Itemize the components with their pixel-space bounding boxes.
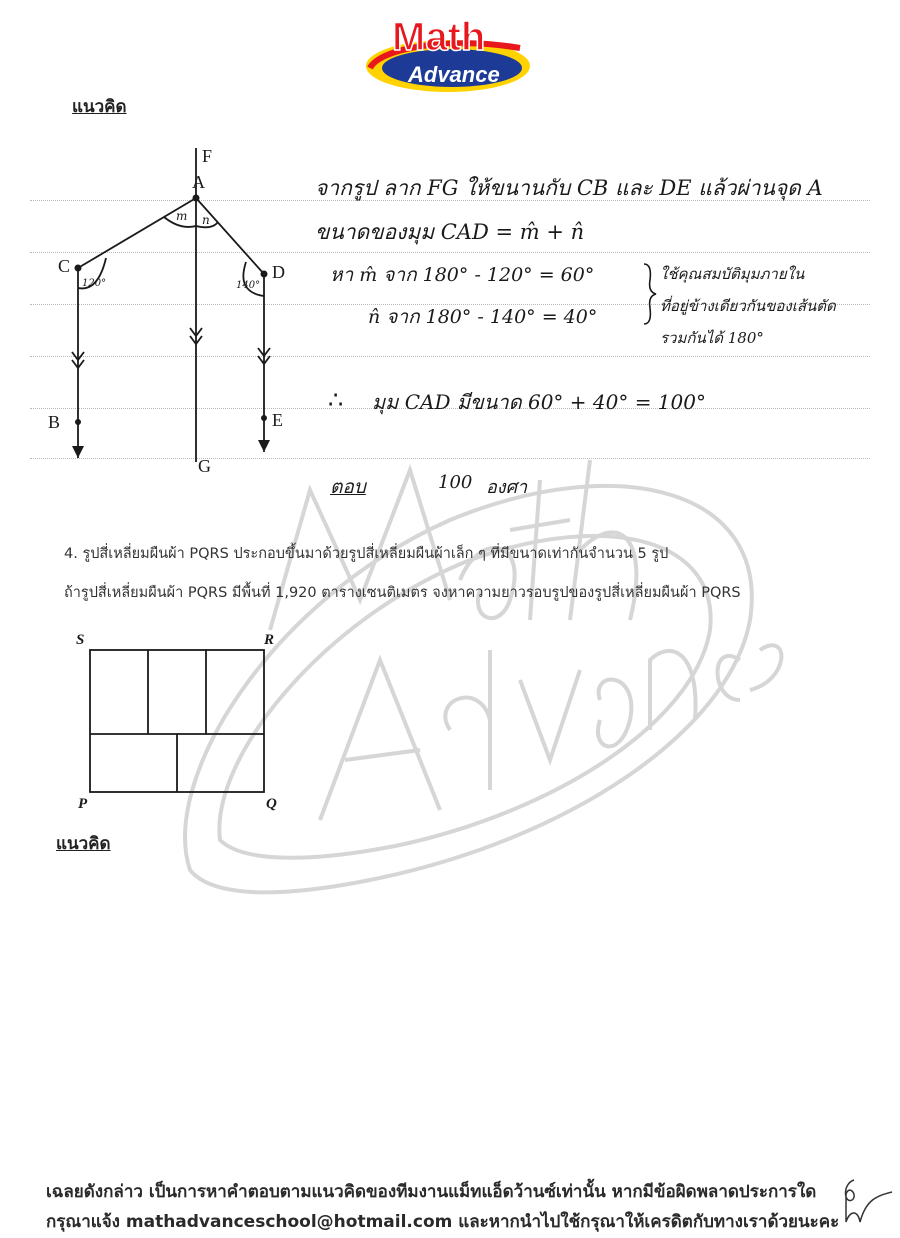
svg-text:Math: Math xyxy=(392,15,486,59)
solution-line-2: ขนาดของมุม CAD = m̂ + n̂ xyxy=(315,220,585,244)
math-advance-logo xyxy=(360,8,530,96)
brace xyxy=(640,262,660,326)
point-c xyxy=(75,265,82,272)
segment-ad xyxy=(196,198,264,274)
signature xyxy=(832,1170,894,1232)
note-line-1: ใช้คุณสมบัติมุมภายใน xyxy=(660,265,805,283)
parallel-lines-figure xyxy=(40,140,300,480)
solution-line-5: มุม CAD มีขนาด 60° + 40° = 100° xyxy=(372,390,706,414)
label-g: G xyxy=(198,456,211,476)
label-r: R xyxy=(264,632,275,648)
solution-line-1: จากรูป ลาก FG ให้ขนานกับ CB และ DE แล้วผ่านจุด A xyxy=(315,176,823,200)
solution-line-3: หา m̂ จาก 180° - 120° = 60° xyxy=(330,264,595,286)
note-line-3: รวมกันได้ 180° xyxy=(660,329,764,347)
footer-line-2: กรุณาแจ้ง mathadvanceschool@hotmail.com และหากนำไปใช้กรุณาให้เครดิตกับทางเราด้วยนะคะ xyxy=(46,1212,840,1232)
label-angle-120: 120° xyxy=(82,278,107,289)
label-c: C xyxy=(58,256,71,276)
label-b: B xyxy=(48,412,61,432)
problem-line-1: 4. รูปสี่เหลี่ยมผืนผ้า PQRS ประกอบขึ้นมาด้วยรูปสี่เหลี่ยมผืนผ้าเล็ก ๆ ที่มีขนาดเท่ากันจำนวน 5 รูป xyxy=(64,546,669,562)
label-s: S xyxy=(76,632,85,648)
label-angle-n: n xyxy=(202,213,210,227)
solution-line-4: n̂ จาก 180° - 140° = 40° xyxy=(368,306,598,328)
svg-text:Advance: Advance xyxy=(408,62,500,87)
answer-value: 100 xyxy=(438,472,473,493)
label-f: F xyxy=(202,146,213,166)
therefore-symbol: ∴ xyxy=(328,386,344,414)
label-e: E xyxy=(272,410,283,430)
label-q: Q xyxy=(266,796,277,812)
label-angle-140: 140° xyxy=(236,280,261,291)
heading-approach-2: แนวคิด xyxy=(56,834,111,854)
label-a: A xyxy=(192,172,205,192)
heading-approach-1: แนวคิด xyxy=(72,97,127,117)
point-b xyxy=(75,419,81,425)
problem-line-2: ถ้ารูปสี่เหลี่ยมผืนผ้า PQRS มีพื้นที่ 1,920 ตารางเซนติเมตร จงหาความยาวรอบรูปของรูปสี่เหลี่ยมผืนผ้า PQRS xyxy=(64,585,741,601)
note-line-2: ที่อยู่ข้างเดียวกันของเส้นตัด xyxy=(660,297,836,315)
label-p: P xyxy=(78,796,88,812)
label-d: D xyxy=(272,262,285,282)
footer-line-1: เฉลยดังกล่าว เป็นการหาคำตอบตามแนวคิดของทีมงานแม็ทแอ็ดว้านซ์เท่านั้น หากมีข้อผิดพลาดประการใด xyxy=(46,1182,817,1202)
angle-arc-mn xyxy=(164,217,218,227)
point-d xyxy=(261,271,268,278)
point-a xyxy=(193,195,200,202)
answer-label: ตอบ xyxy=(330,476,366,498)
point-e xyxy=(261,415,267,421)
label-angle-m: m xyxy=(176,209,188,223)
rectangle-pqrs-figure xyxy=(72,630,292,820)
answer-unit: องศา xyxy=(486,477,528,498)
